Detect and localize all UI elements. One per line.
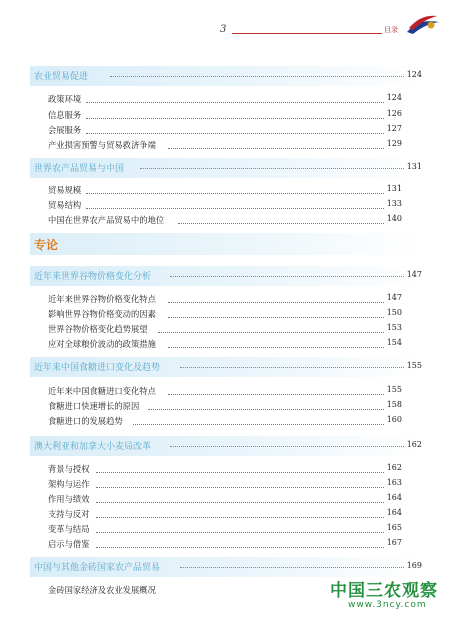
toc-entry[interactable] [48, 93, 402, 107]
toc-entry[interactable] [48, 124, 402, 138]
section-page: 169 [406, 561, 422, 570]
toc-entry[interactable] [48, 538, 402, 552]
dot-leader [96, 487, 384, 488]
toc-section[interactable] [30, 158, 422, 178]
section-title: 农业贸易促进 [34, 72, 89, 82]
dot-leader [96, 472, 384, 473]
entry-page: 165 [386, 523, 402, 532]
entry-page: 155 [386, 385, 402, 394]
entry-title: 食糖进口快速增长的原因 [48, 401, 140, 411]
dot-leader [168, 394, 384, 395]
toc-entry[interactable] [48, 109, 402, 123]
entry-page: 147 [386, 293, 402, 302]
section-title: 世界农产品贸易与中国 [34, 164, 125, 174]
toc-entry[interactable] [48, 214, 402, 228]
dot-leader [180, 567, 404, 568]
toc-entry[interactable] [48, 400, 402, 414]
toc-entry[interactable] [48, 385, 402, 399]
dot-leader [158, 332, 384, 333]
entry-title: 信息服务 [48, 110, 82, 120]
dot-leader [170, 276, 404, 277]
dot-leader [86, 133, 384, 134]
page-number: 3 [220, 24, 227, 35]
dot-leader [96, 517, 384, 518]
entry-page: 131 [386, 184, 402, 193]
header-rule [232, 33, 382, 34]
entry-title: 近年来世界谷物价格变化特点 [48, 294, 156, 304]
watermark-url: www.3ncy.com [348, 600, 427, 610]
site-watermark [328, 574, 446, 614]
entry-title: 架构与运作 [48, 479, 90, 489]
entry-title: 支持与反对 [48, 509, 90, 519]
entry-page: 163 [386, 478, 402, 487]
toc-entry[interactable] [48, 139, 402, 153]
section-page: 162 [406, 440, 422, 449]
toc-entry[interactable] [48, 463, 402, 477]
toc-entry[interactable] [48, 323, 402, 337]
dot-leader [96, 502, 384, 503]
entry-page: 160 [386, 415, 402, 424]
toc-entry[interactable] [48, 508, 402, 522]
entry-page: 133 [386, 199, 402, 208]
entry-title: 变革与结局 [48, 524, 90, 534]
entry-page: 164 [386, 493, 402, 502]
dot-leader [178, 223, 384, 224]
dot-leader [96, 532, 384, 533]
section-page: 131 [406, 162, 422, 171]
entry-title: 会展服务 [48, 125, 82, 135]
dot-leader [168, 347, 384, 348]
entry-title: 作用与绩效 [48, 494, 90, 504]
section-title: 中国与其他金砖国家农产品贸易 [34, 563, 161, 573]
toc-section[interactable] [30, 266, 422, 286]
entry-page: 129 [386, 139, 402, 148]
part-heading [30, 233, 422, 255]
dot-leader [86, 208, 384, 209]
entry-page: 126 [386, 109, 402, 118]
entry-page: 127 [386, 124, 402, 133]
dot-leader [86, 102, 384, 103]
dot-leader [148, 409, 384, 410]
section-title: 澳大利亚和加拿大小麦局改革 [34, 442, 152, 452]
entry-title: 产业损害预警与贸易救济争端 [48, 140, 156, 150]
dot-leader [96, 547, 384, 548]
entry-page: 153 [386, 323, 402, 332]
toc-entry[interactable] [48, 493, 402, 507]
entry-title: 背景与授权 [48, 464, 90, 474]
entry-page: 140 [386, 214, 402, 223]
entry-page: 167 [386, 538, 402, 547]
dot-leader [170, 446, 404, 447]
part-heading-title: 专论 [34, 238, 59, 252]
toc-entry[interactable] [48, 199, 402, 213]
toc-section[interactable] [30, 66, 422, 86]
dot-leader [168, 317, 384, 318]
entry-title: 金砖国家经济及农业发展概况 [48, 585, 156, 595]
toc-entry[interactable] [48, 308, 402, 322]
section-page: 124 [406, 70, 422, 79]
dot-leader [110, 76, 404, 77]
toc-entry[interactable] [48, 478, 402, 492]
toc-entry[interactable] [48, 415, 402, 429]
entry-title: 贸易规模 [48, 185, 82, 195]
header-label: 目录 [384, 26, 398, 34]
entry-title: 应对全球粮价波动的政策措施 [48, 339, 156, 349]
entry-title: 中国在世界农产品贸易中的地位 [48, 215, 165, 225]
dot-leader [168, 302, 384, 303]
toc-section[interactable] [30, 436, 422, 456]
entry-title: 食糖进口的发展趋势 [48, 416, 123, 426]
entry-title: 世界谷物价格变化趋势展望 [48, 324, 148, 334]
entry-page: 150 [386, 308, 402, 317]
dot-leader [133, 424, 384, 425]
toc-section[interactable] [30, 357, 422, 377]
entry-title: 启示与借鉴 [48, 539, 90, 549]
entry-page: 124 [386, 93, 402, 102]
section-title: 近年来中国食糖进口变化及趋势 [34, 363, 161, 373]
section-page: 147 [406, 270, 422, 279]
entry-page: 162 [386, 463, 402, 472]
entry-title: 近年来中国食糖进口变化特点 [48, 386, 156, 396]
toc-entry[interactable] [48, 338, 402, 352]
dot-leader [140, 168, 404, 169]
entry-page: 158 [386, 400, 402, 409]
entry-page: 154 [386, 338, 402, 347]
dot-leader [86, 193, 384, 194]
toc-entry[interactable] [48, 293, 402, 307]
section-page: 155 [406, 361, 422, 370]
entry-title: 贸易结构 [48, 200, 82, 210]
entry-title: 政策环境 [48, 94, 82, 104]
dot-leader [180, 367, 404, 368]
entry-page: 164 [386, 508, 402, 517]
dot-leader [86, 118, 384, 119]
section-title: 近年来世界谷物价格变化分析 [34, 272, 152, 282]
page-header [0, 0, 450, 48]
entry-title: 影响世界谷物价格变动的因素 [48, 309, 156, 319]
toc-entry[interactable] [48, 184, 402, 198]
dot-leader [168, 148, 384, 149]
publisher-logo-icon [405, 12, 441, 38]
toc-entry[interactable] [48, 523, 402, 537]
watermark-text: 中国三农观察 [330, 581, 438, 601]
